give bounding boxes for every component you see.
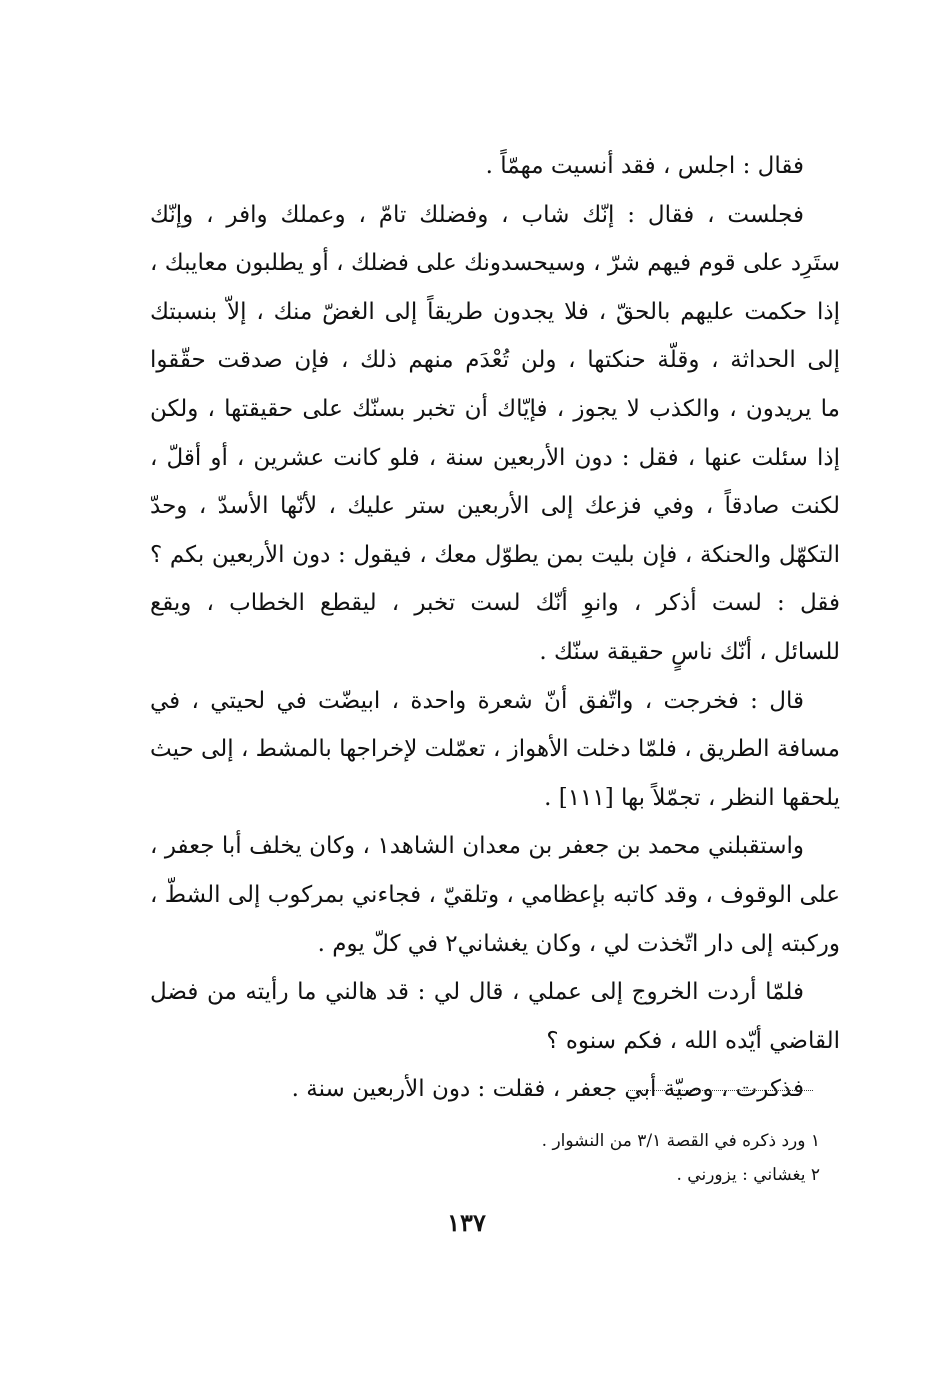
text-line: إذا سئلت عنها ، فقل : دون الأربعين سنة ، فلو كانت عشرين ، أو أقلّ ،: [150, 444, 840, 471]
footnote-separator: [628, 1090, 813, 1091]
text-line: لكنت صادقاً ، وفي فزعك إلى الأربعين ستر عليك ، لأنّها الأسدّ ، وحدّ: [150, 493, 840, 520]
footnote-1: ١ ورد ذكره في القصة ٣/١ من النشوار .: [541, 1131, 820, 1151]
text-line: التكهّل والحنكة ، فإن بليت بمن يطوّل معك ، فيقول : دون الأربعين بكم ؟: [150, 541, 840, 568]
text-line: فذكرت ، وصيّة أبي جعفر ، فقلت : دون الأربعين سنة .: [291, 1076, 804, 1103]
text-line: فلمّا أردت الخروج إلى عملي ، قال لي : قد هالني ما رأيته من فضل: [150, 979, 804, 1006]
text-line: ستَرِد على قوم فيهم شرّ ، وسيحسدونك على فضلك ، أو يطلبون معايبك ،: [150, 250, 840, 277]
text-line: إذا حكمت عليهم بالحقّ ، فلا يجدون طريقاً إلى الغضّ منك ، إلاّ بنسبتك: [150, 298, 840, 325]
text-line: ما يريدون ، والكذب لا يجوز ، فإيّاك أن تخبر بسنّك على حقيقتها ، ولكن: [150, 395, 840, 422]
text-line: قال : فخرجت ، واتّفق أنّ شعرة واحدة ، ابيضّت في لحيتي ، في: [150, 687, 804, 714]
text-line: فقال : اجلس ، فقد أنسيت مهمّاً .: [485, 153, 804, 179]
text-line: فجلست ، فقال : إنّك شاب ، وفضلك تامّ ، وعملك وافر ، وإنّك: [150, 201, 804, 228]
text-line: إلى الحداثة ، وقلّة حنكتها ، ولن تُعْدَم منهم ذلك ، فإن صدقت حقّقوا: [150, 347, 840, 374]
text-line: واستقبلني محمد بن جعفر بن معدان الشاهد١ ، وكان يخلف أبا جعفر ،: [150, 833, 804, 860]
body-text: [150, 142, 840, 1114]
text-line: يلحقها النظر ، تجمّلاً بها [١١١] .: [544, 784, 840, 811]
text-line: للسائل ، أنّك ناسٍ حقيقة سنّك .: [539, 638, 840, 665]
text-line: فقل : لست أذكر ، وانوِ أنّك لست تخبر ، ليقطع الخطاب ، ويقع: [150, 590, 840, 617]
text-line: القاضي أيّده الله ، فكم سنوه ؟: [546, 1027, 840, 1054]
text-line: وركبته إلى دار اتّخذت لي ، وكان يغشاني٢ في كلّ يوم .: [317, 930, 840, 957]
footnotes: [420, 1124, 820, 1192]
footnote-2: ٢ يغشاني : يزورني .: [676, 1165, 820, 1185]
page-number: ١٣٧: [447, 1208, 486, 1237]
text-line: مسافة الطريق ، فلمّا دخلت الأهواز ، تعمّلت لإخراجها بالمشط ، إلى حيث: [150, 736, 840, 763]
text-line: على الوقوف ، وقد كاتبه بإعظامي ، وتلقيّ ، فجاءني بمركوب إلى الشطّ ،: [150, 881, 840, 908]
